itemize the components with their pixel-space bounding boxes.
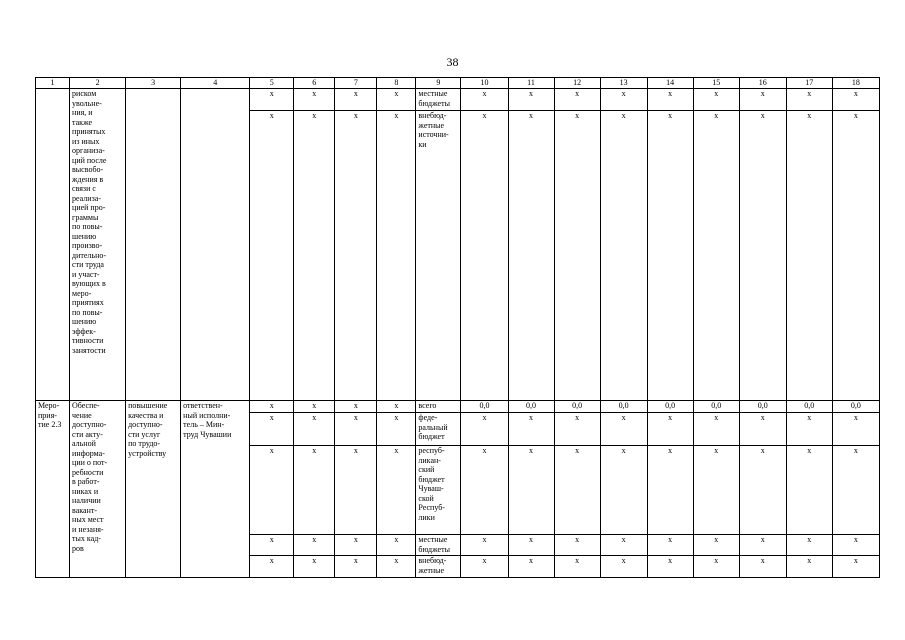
text-line: прия- [38, 410, 57, 420]
value-cell: x [832, 446, 879, 535]
text-line: тивности [72, 336, 104, 345]
text-line: Меро- [38, 401, 60, 410]
mark-cell: x [335, 89, 377, 111]
text-line: бюджет [418, 432, 445, 441]
header-cell: 14 [647, 78, 693, 89]
text-line: местные [418, 89, 448, 98]
text-line: ской [418, 493, 434, 503]
value-cell: x [461, 89, 508, 111]
text-line: шению [72, 231, 97, 241]
text-line: и незаня- [72, 524, 104, 534]
value-cell: x [508, 446, 554, 535]
text-line: повышение [128, 401, 168, 410]
value-cell: 0,0 [739, 401, 786, 413]
funding-source-cell [416, 401, 461, 413]
text-line: бюджеты [418, 544, 450, 554]
text-line: альной [72, 439, 96, 448]
header-cell: 9 [416, 78, 461, 89]
text-line: жетные [418, 120, 445, 130]
table-body [36, 78, 880, 578]
text-line: ния, и [72, 108, 93, 117]
mark-cell: x [250, 556, 294, 578]
value-cell: x [600, 556, 647, 578]
text-line: доступно- [128, 420, 163, 429]
text-line: реализа- [72, 193, 101, 203]
text-line: наличии [72, 496, 101, 505]
goal-cell [126, 401, 181, 578]
text-line: сти акту- [72, 429, 103, 439]
value-cell: x [461, 111, 508, 401]
text-line: жетные [418, 565, 445, 575]
text-line: в работ- [72, 477, 100, 486]
text-line: информа- [72, 448, 105, 458]
funding-source-cell [416, 89, 461, 111]
header-cell: 13 [600, 78, 647, 89]
text-line: увольне- [72, 98, 102, 108]
value-cell: 0,0 [554, 401, 600, 413]
mark-cell: x [250, 413, 294, 446]
mark-cell: x [294, 556, 335, 578]
text-line: шению [72, 317, 97, 326]
value-cell: x [693, 89, 739, 111]
value-cell: 0,0 [600, 401, 647, 413]
value-cell: 0,0 [786, 401, 832, 413]
text-line: ский [418, 465, 435, 474]
text-line: цией про- [72, 203, 106, 212]
text-line: связи с [72, 184, 96, 193]
text-line: лики [418, 512, 435, 522]
value-cell: x [647, 111, 693, 401]
text-line: ки [418, 139, 427, 149]
value-cell: x [461, 413, 508, 446]
funding-source-cell [416, 556, 461, 578]
header-cell: 16 [739, 78, 786, 89]
value-cell: x [786, 446, 832, 535]
page-number: 38 [446, 55, 459, 69]
value-cell: x [600, 413, 647, 446]
text-line: источни- [418, 130, 449, 139]
text-line: риском [72, 89, 97, 98]
value-cell: x [508, 413, 554, 446]
value-cell: x [554, 535, 600, 556]
value-cell: x [554, 111, 600, 401]
text-line: также [72, 117, 93, 127]
header-cell: 5 [250, 78, 294, 89]
text-line: граммы [72, 212, 99, 222]
value-cell: x [508, 89, 554, 111]
text-line: внебюд- [418, 111, 447, 120]
executor-cell [181, 401, 250, 578]
goal-cell [126, 89, 181, 401]
text-line: из иных [72, 136, 100, 146]
value-cell: x [600, 89, 647, 111]
value-cell: x [554, 413, 600, 446]
value-cell: x [739, 413, 786, 446]
text-line: вующих в [72, 279, 106, 288]
text-line: ров [72, 543, 84, 553]
text-line: принятых [72, 127, 106, 136]
header-cell: 7 [335, 78, 377, 89]
value-cell: x [786, 556, 832, 578]
table-row [36, 89, 880, 111]
header-cell: 2 [70, 78, 126, 89]
mark-cell: x [250, 446, 294, 535]
mark-cell: x [250, 111, 294, 401]
text-line: тых кад- [72, 534, 101, 543]
executor-cell [181, 89, 250, 401]
value-cell: x [786, 111, 832, 401]
text-line: по повы- [72, 307, 103, 317]
header-cell: 15 [693, 78, 739, 89]
text-line: феде- [418, 413, 438, 422]
program-table [35, 77, 880, 578]
text-line: бюджеты [418, 98, 450, 108]
text-line: эффек- [72, 326, 96, 336]
value-cell: x [832, 89, 879, 111]
text-line: меро- [72, 288, 92, 298]
value-cell: x [786, 413, 832, 446]
header-row [36, 78, 880, 89]
value-cell: x [832, 413, 879, 446]
funding-source-cell [416, 111, 461, 401]
text-line: труд Чувашии [183, 429, 232, 439]
text-line: приятиях [72, 298, 104, 307]
text-line: по трудо- [128, 439, 161, 448]
value-cell: x [693, 111, 739, 401]
mark-cell: x [250, 89, 294, 111]
funding-source-cell [416, 446, 461, 535]
table-row [36, 401, 880, 413]
text-line: внебюд- [418, 556, 447, 565]
value-cell: 0,0 [461, 401, 508, 413]
value-cell: x [693, 413, 739, 446]
header-cell: 3 [126, 78, 181, 89]
value-cell: 0,0 [647, 401, 693, 413]
header-cell: 12 [554, 78, 600, 89]
mark-cell: x [377, 89, 416, 111]
header-cell: 18 [832, 78, 879, 89]
funding-source-cell [416, 413, 461, 446]
mark-cell: x [335, 413, 377, 446]
text-line: занятости [72, 345, 106, 355]
value-cell: x [647, 556, 693, 578]
value-cell: x [739, 535, 786, 556]
text-line: ции о пот- [72, 458, 108, 467]
text-line: произво- [72, 241, 103, 250]
activity-cell [36, 401, 70, 578]
value-cell: 0,0 [508, 401, 554, 413]
value-cell: x [554, 556, 600, 578]
value-cell: x [461, 556, 508, 578]
description-cell [70, 401, 126, 578]
text-line: местные [418, 535, 448, 544]
header-cell: 4 [181, 78, 250, 89]
mark-cell: x [377, 446, 416, 535]
value-cell: x [554, 89, 600, 111]
text-line: вакант- [72, 505, 98, 515]
text-line: Чуваш- [418, 484, 444, 493]
mark-cell: x [335, 556, 377, 578]
value-cell: x [739, 446, 786, 535]
description-cell [70, 89, 126, 401]
text-line: бюджет [418, 474, 445, 484]
mark-cell: x [377, 556, 416, 578]
text-line: и участ- [72, 269, 100, 279]
mark-cell: x [294, 111, 335, 401]
text-line: доступно- [72, 420, 107, 429]
text-line: ральный [418, 422, 448, 432]
value-cell: x [600, 535, 647, 556]
text-line: тие 2.3 [38, 420, 62, 429]
value-cell: 0,0 [693, 401, 739, 413]
value-cell: x [693, 446, 739, 535]
mark-cell: x [250, 401, 294, 413]
text-line: тель – Мин- [183, 420, 225, 429]
text-line: ций после [72, 155, 107, 165]
value-cell: x [832, 535, 879, 556]
mark-cell: x [377, 413, 416, 446]
header-cell: 1 [36, 78, 70, 89]
text-line: ответствен- [183, 401, 223, 410]
text-line: Обеспе- [72, 401, 100, 410]
text-line: респуб- [418, 446, 445, 455]
text-line: сти услуг [128, 429, 161, 439]
header-cell: 17 [786, 78, 832, 89]
header-cell: 8 [377, 78, 416, 89]
value-cell: x [600, 111, 647, 401]
mark-cell: x [335, 446, 377, 535]
text-line: чение [72, 410, 92, 420]
funding-source-cell [416, 535, 461, 556]
text-line: организа- [72, 146, 105, 155]
value-cell: x [647, 89, 693, 111]
value-cell: x [693, 535, 739, 556]
mark-cell: x [335, 401, 377, 413]
mark-cell: x [294, 535, 335, 556]
text-line: ных мест [72, 515, 104, 524]
value-cell: x [647, 413, 693, 446]
mark-cell: x [377, 401, 416, 413]
value-cell: x [832, 111, 879, 401]
value-cell: x [786, 89, 832, 111]
mark-cell: x [335, 535, 377, 556]
text-line: Респуб- [418, 503, 445, 512]
value-cell: x [739, 556, 786, 578]
text-line: ликан- [418, 455, 441, 465]
mark-cell: x [250, 535, 294, 556]
text-line: всего [418, 401, 437, 410]
value-cell: x [508, 535, 554, 556]
text-line: сти труда [72, 260, 104, 269]
text-line: устройству [128, 448, 167, 458]
mark-cell: x [377, 111, 416, 401]
text-line: дительно- [72, 250, 107, 260]
value-cell: x [600, 446, 647, 535]
header-cell: 10 [461, 78, 508, 89]
text-line: ждения в [72, 174, 104, 184]
mark-cell: x [294, 89, 335, 111]
value-cell: x [508, 111, 554, 401]
text-line: ребности [72, 467, 104, 477]
header-cell: 6 [294, 78, 335, 89]
mark-cell: x [294, 401, 335, 413]
value-cell: x [647, 446, 693, 535]
value-cell: x [508, 556, 554, 578]
value-cell: 0,0 [832, 401, 879, 413]
header-cell: 11 [508, 78, 554, 89]
text-line: по повы- [72, 222, 103, 231]
value-cell: x [693, 556, 739, 578]
mark-cell: x [294, 446, 335, 535]
value-cell: x [739, 111, 786, 401]
value-cell: x [739, 89, 786, 111]
value-cell: x [461, 535, 508, 556]
text-line: высвобо- [72, 165, 104, 174]
text-line: ный исполни- [183, 410, 231, 420]
value-cell: x [647, 535, 693, 556]
text-line: качества и [128, 410, 164, 420]
text-line: никах и [72, 486, 99, 496]
value-cell: x [461, 446, 508, 535]
mark-cell: x [335, 111, 377, 401]
activity-cell [36, 89, 70, 401]
value-cell: x [832, 556, 879, 578]
mark-cell: x [377, 535, 416, 556]
mark-cell: x [294, 413, 335, 446]
value-cell: x [554, 446, 600, 535]
value-cell: x [786, 535, 832, 556]
